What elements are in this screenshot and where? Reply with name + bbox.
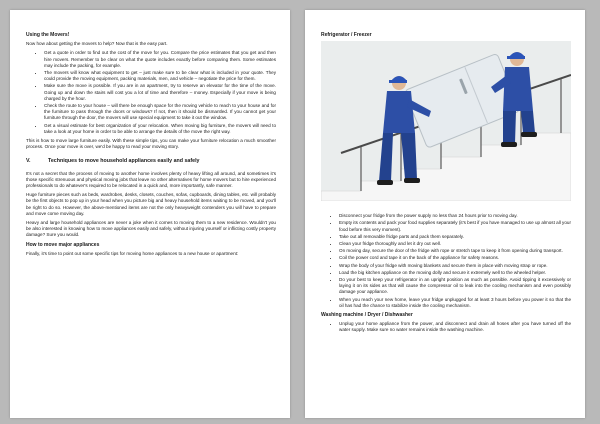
list-item: • Get a visual estimate for best organization of your relocation. When moving big furniture, the movers will need to take a look at your home in order to be able to arrange the details of the move the right way. xyxy=(44,123,276,135)
closing-paragraph: This is how to move large furniture easily. With these simple tips, you can make your furniture relocation a much smoother process. Once your move is over, we'd be happy to read your moving story. xyxy=(26,138,276,150)
body-paragraph: Huge furniture pieces such as beds, wardrobes, desks, closets, couches, sofas, cupboards, dining tables, etc. will probably be the first objects to pop up in your head when you picture big and heavy household items waiting to be moved, and you'll be right to do so. However, the above-mentioned items are not the only heavyweight contenders you will have to prepare and move come moving day. xyxy=(26,192,276,216)
list-item: • The movers will know what equipment to get – just make sure to be clear what is included in your quote. They could provide the moving equipment, packing materials, men, and vehicle – negotiate the price for them. xyxy=(44,70,276,82)
heading-using-movers: Using the Movers! xyxy=(26,32,70,38)
right-page xyxy=(305,10,585,418)
washing-tips-list xyxy=(321,321,571,333)
list-item: • Unplug your home appliance from the power, and disconnect and drain all hoses after you have turned off the water supply. Make sure no water remains inside the washing machine. xyxy=(339,321,571,333)
list-item: • Empty its contents and pack your food supplies separately (it's best if you have managed to use up almost all your food before this very moment). xyxy=(339,220,571,232)
movers-tips-list xyxy=(26,50,276,135)
body-paragraph: Heavy and large household appliances are never a joke when it comes to moving them to a new residence. Wouldn't you be also interested in knowing how to move appliances easily and safely, without injuring yourself or inflicting costly property damage? Sure you would. xyxy=(26,220,276,238)
movers-carrying-refrigerator-photo xyxy=(321,41,571,201)
list-item: • On moving day, secure the door of the fridge with rope or stretch tape to keep it from opening during transport. xyxy=(339,248,571,254)
list-item: • Make sure the move is possible. If you are in an apartment, try to reserve an elevator for the time of the move. Going up and down the stairs will cost you a lot of time and therefore – money. Especially if your move is being charged by the hour. xyxy=(44,83,276,102)
body-paragraph: Finally, it's time to point out some specific tips for moving home appliances to a new house or apartment: xyxy=(26,250,239,256)
list-item: • Clean your fridge thoroughly and let it dry out well. xyxy=(339,241,571,247)
section-heading xyxy=(26,158,276,164)
list-item: • Check the route to your house – will there be enough space for the moving vehicle to reach to your house and for the furniture to pass through the doors or windows? If not, then it should be dismantled. If you cannot get your furniture through the door, the movers will use special equipment to take it out the window. xyxy=(44,103,276,122)
section-number: V. xyxy=(26,158,31,165)
list-item: • Wrap the body of your fridge with moving blankets and secure them in place with moving strap or rope. xyxy=(339,263,571,269)
list-item: • Get a quote in order to find out the cost of the move for you. Compare the price estimates that you get and then hire movers. Remember to be clear on what the quote includes exactly before comparing them. Some estimates may include the packing, for example. xyxy=(44,50,276,69)
list-item: • Load the big kitchen appliance on the moving dolly and secure it extremely well to the wheeled helper. xyxy=(339,270,571,276)
heading-refrigerator: Refrigerator / Freezer xyxy=(321,32,372,38)
heading-how-to-move: How to move major appliances xyxy=(26,241,100,248)
list-item: • Disconnect your fridge from the power supply no less than 24 hours prior to moving day. xyxy=(339,213,571,219)
list-item: • Take out all removable fridge parts and pack them separately. xyxy=(339,234,571,240)
section-title: Techniques to move household appliances easily and safely xyxy=(48,158,200,165)
refrigerator-tips-list xyxy=(321,213,571,309)
list-item: • When you reach your new home, leave your fridge unplugged for at least 3 hours before you power it so that the oil has had the chance to stabilize inside the cooling mechanism. xyxy=(339,297,571,309)
list-item: • Coil the power cord and tape it on the back of the appliance for safety reasons. xyxy=(339,255,571,261)
left-page xyxy=(10,10,290,418)
list-item: • Do your best to keep your refrigerator in an upright position as much as possible. Avoid tipping it excessively or laying it on its sides as that will cause the compressor oil to leak into the cooling mechanism and even possibly damage your appliance. xyxy=(339,277,571,296)
body-paragraph: It's not a secret that the process of moving to another home involves plenty of heavy lifting all around, and sometimes it's those specific strenuous and physical moving jobs that leave no other alternatives for home movers but to hire experienced professionals to do whatever's required to be relocated in a quick and, more importantly, safe manner. xyxy=(26,170,276,189)
heading-washing-machine: Washing machine / Dryer / Dishwasher xyxy=(321,312,413,319)
intro-paragraph: Now how about getting the movers to help? Now that is the easy part. xyxy=(26,41,168,47)
